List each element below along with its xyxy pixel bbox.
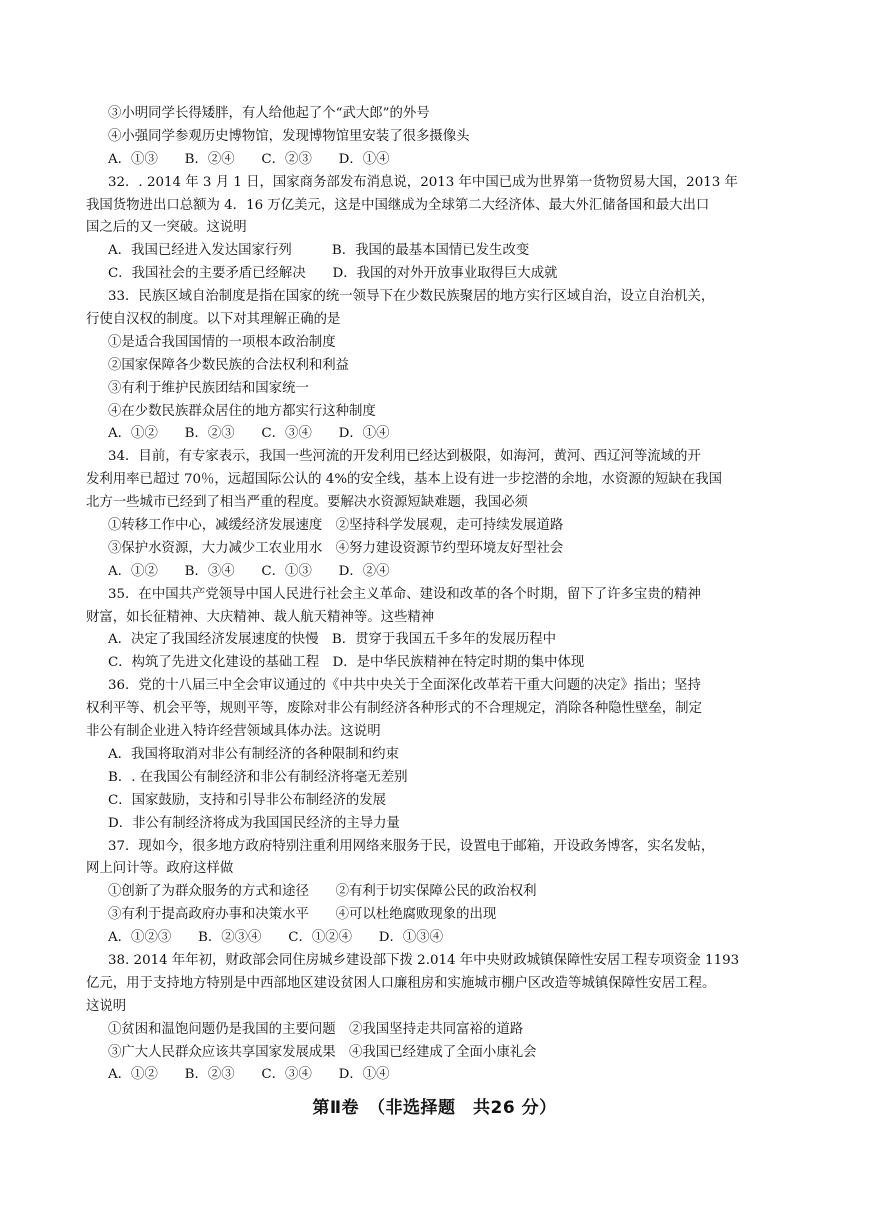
question-37-stem: 37．现如今，很多地方政府特别注重利用网络来服务于民，设置电于邮箱，开设政务博客，实名发帖， [108,838,715,854]
option-line: ③有利于提高政府办事和决策水平 ④可以杜绝腐败现象的出现 [108,907,497,923]
answer-choices: A．①② B．②③ C．③④ D．①④ [108,1067,390,1083]
option-line: ④小强同学参观历史博物馆，发现博物馆里安装了很多摄像头 [108,128,470,144]
answer-choice: B．. 在我国公有制经济和非公有制经济将毫无差别 [108,769,408,785]
answer-choices: A．①②③ B．②③④ C．①②④ D．①③④ [108,930,444,946]
question-33-stem: 33．民族区域自治制度是指在国家的统一领导下在少数民族聚居的地方实行区域自治，设立自治机关， [108,289,715,305]
question-36-stem: 36．党的十八届三中全会审议通过的《中共中央关于全面深化改革若干重大问题的决定》指出；坚持 [108,678,701,694]
question-36-stem: 非公有制企业进入特许经营领域具体办法。这说明 [86,724,381,740]
question-32-stem: 国之后的又一突破。这说明 [86,220,247,236]
option-line: ①贫困和温饱问题仍是我国的主要问题 ②我国坚持走共同富裕的道路 [108,1021,524,1037]
option-line: ③保护水资源，大力减少工农业用水 ④努力建设资源节约型环境友好型社会 [108,540,564,556]
question-38-stem: 这说明 [86,998,127,1014]
question-33-stem: 行使自汉权的制度。以下对其理解正确的是 [86,312,341,328]
answer-choices: C．我国社会的主要矛盾已经解决 D．我国的对外开放事业取得巨大成就 [108,266,558,282]
answer-choice: A．我国将取消对非公有制经济的各种限制和约束 [108,746,399,762]
question-34-stem: 34．目前，有专家表示，我国一些河流的开发利用已经达到极限，如海河，黄河、西辽河等流域的开 [108,449,701,465]
question-32-stem: 我国货物进出口总额为 4．16 万亿美元，这是中国继成为全球第二大经济体、最大外汇储备国和最大出口 [86,197,710,213]
section-title: 第Ⅱ卷 （非选择题 共26 分） [312,1098,557,1118]
option-line: ③有利于维护民族团结和国家统一 [108,380,309,396]
question-37-stem: 网上问计等。政府这样做 [86,861,234,877]
answer-choices: A．①③ B．②④ C．②③ D．①④ [108,151,390,167]
answer-choices: A．①② B．②③ C．③④ D．①④ [108,426,390,442]
question-38-stem: 亿元，用于支持地方特别是中西部地区建设贫困人口廉租房和实施城市棚户区改造等城镇保障性安居工程。 [86,975,716,991]
question-36-stem: 权利平等、机会平等，规则平等，废除对非公有制经济各种形式的不合理规定，消除各种隐性壁垒，制定 [86,701,702,717]
answer-choices: C．构筑了先进文化建设的基础工程 D．是中华民族精神在特定时期的集中体现 [108,655,585,671]
option-line: ①转移工作中心，减缓经济发展速度 ②坚持科学发展观，走可持续发展道路 [108,518,564,534]
option-line: ③小明同学长得矮胖，有人给他起了个“武大郎”的外号 [108,106,430,121]
answer-choices: A．决定了我国经济发展速度的快慢 B．贯穿于我国五千多年的发展历程中 [108,632,557,648]
answer-choices: A．我国已经进入发达国家行列 B．我国的最基本国情已发生改变 [108,243,530,259]
option-line: ④在少数民族群众居住的地方都实行这种制度 [108,403,376,419]
option-line: ①创新了为群众服务的方式和途径 ②有利于切实保障公民的政治权利 [108,884,537,900]
question-35-stem: 财富，如长征精神、大庆精神、裁人航天精神等。这些精神 [86,609,435,625]
question-34-stem: 发利用率已超过 70％，远超国际公认的 4%的安全线，基本上设有进一步挖潜的余地，水资源的短缺在我国 [86,472,722,488]
option-line: ③广大人民群众应该共享国家发展成果 ④我国已经建成了全面小康礼会 [108,1044,537,1060]
answer-choice: D．非公有制经济将成为我国国民经济的主导力量 [108,815,400,831]
question-text [86,103,791,1087]
question-35-stem: 35．在中国共产党领导中国人民进行社会主义革命、建设和改革的各个时期，留下了许多宝贵的精神 [108,586,701,602]
answer-choices: A．①② B．③④ C．①③ D．②④ [108,563,390,579]
answer-choice: C．国家鼓励，支持和引导非公布制经济的发展 [108,792,387,808]
question-38-stem: 38. 2014 年年初，财政部会同住房城乡建设部下拨 2.014 年中央财政城镇保障性安居工程专项资金 1193 [108,952,740,968]
option-line: ②国家保障各少数民族的合法权利和利益 [108,357,350,373]
question-34-stem: 北方一些城市已经到了相当严重的程度。要解决水资源短缺难题，我国必须 [86,495,528,511]
question-32-stem: 32．. 2014 年 3 月 1 日，国家商务部发布消息说，2013 年中国已成为世界第一货物贸易大国，2013 年 [108,174,738,190]
option-line: ①是适合我国国情的一项根本政治制度 [108,334,336,350]
